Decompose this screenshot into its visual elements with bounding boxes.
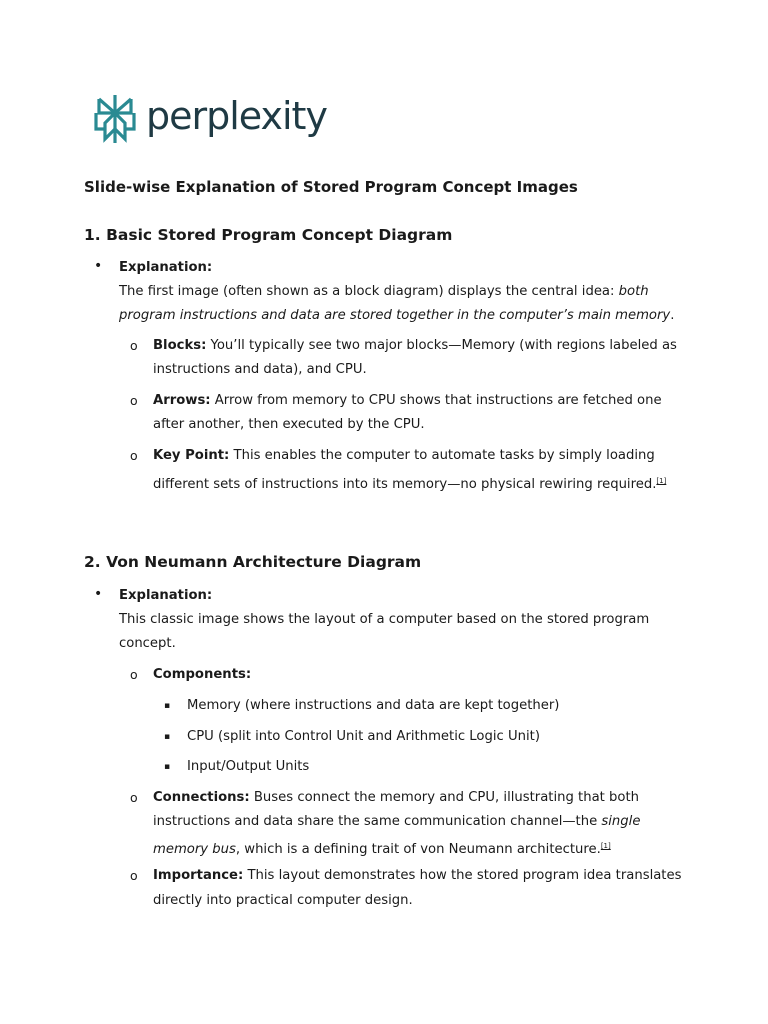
bullet-l2: o	[130, 667, 138, 682]
s2-components-label: Components:	[153, 667, 252, 682]
bullet-l2: o	[130, 448, 138, 463]
s2-component-io: Input/Output Units	[187, 759, 310, 774]
logo-wordmark: perplexity	[146, 94, 327, 138]
s2-connections-line2: instructions and data share the same communication channel—the single	[153, 814, 641, 829]
s2-explanation-line1: This classic image shows the layout of a computer based on the stored program	[119, 612, 650, 627]
s2-importance-line2: directly into practical computer design.	[153, 893, 413, 908]
s1-explanation-line1: The first image (often shown as a block diagram) displays the central idea: both	[119, 284, 649, 299]
citation-link[interactable]: [1]	[656, 477, 667, 485]
s2-explanation-line2: concept.	[119, 636, 176, 651]
section-2-heading: 2. Von Neumann Architecture Diagram	[84, 553, 422, 571]
s1-explanation-line2: program instructions and data are stored together in the computer’s main memory.	[119, 308, 675, 323]
bullet-l2: o	[130, 338, 138, 353]
s1-arrows-line2: after another, then executed by the CPU.	[153, 417, 425, 432]
s1-blocks-line1: Blocks: You’ll typically see two major blocks—Memory (with regions labeled as	[153, 338, 677, 353]
bullet-l1: •	[94, 586, 103, 602]
bullet-l1: •	[94, 258, 103, 274]
bullet-l2: o	[130, 868, 138, 883]
s2-connections-line1: Connections: Buses connect the memory and CPU, illustrating that both	[153, 790, 639, 805]
s1-arrows-line1: Arrows: Arrow from memory to CPU shows that instructions are fetched one	[153, 393, 662, 408]
bullet-l3: ▪	[164, 732, 171, 742]
s2-explanation-label: Explanation:	[119, 588, 213, 603]
bullet-l2: o	[130, 790, 138, 805]
s1-blocks-line2: instructions and data), and CPU.	[153, 362, 367, 377]
s2-connections-line3: memory bus, which is a defining trait of von Neumann architecture.[1]	[153, 842, 611, 857]
section-1-heading: 1. Basic Stored Program Concept Diagram	[84, 226, 453, 244]
s2-component-cpu: CPU (split into Control Unit and Arithmetic Logic Unit)	[187, 729, 540, 744]
s2-importance-line1: Importance: This layout demonstrates how the stored program idea translates	[153, 868, 682, 883]
document-title: Slide-wise Explanation of Stored Program Concept Images	[84, 178, 578, 196]
bullet-l2: o	[130, 393, 138, 408]
citation-link[interactable]: [1]	[600, 842, 611, 850]
s1-keypoint-line2: different sets of instructions into its memory—no physical rewiring required.[1]	[153, 477, 667, 492]
bullet-l3: ▪	[164, 762, 171, 772]
s2-component-memory: Memory (where instructions and data are kept together)	[187, 698, 560, 713]
perplexity-logo-icon	[94, 93, 136, 145]
s1-explanation-label: Explanation:	[119, 260, 213, 275]
logo	[94, 93, 327, 145]
s1-keypoint-line1: Key Point: This enables the computer to automate tasks by simply loading	[153, 448, 655, 463]
bullet-l3: ▪	[164, 701, 171, 711]
